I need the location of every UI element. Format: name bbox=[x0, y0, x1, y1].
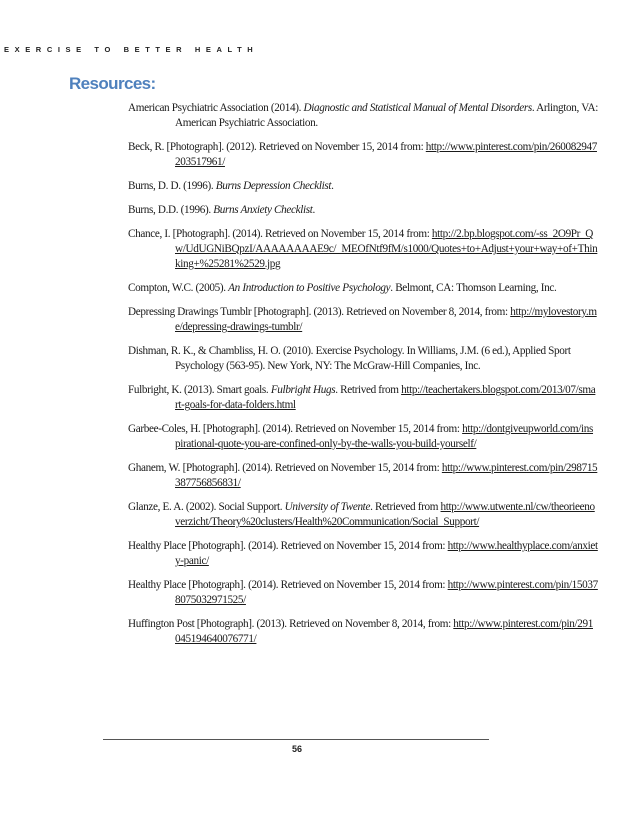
reference-entry bbox=[128, 617, 598, 647]
reference-title: Fulbright Hugs bbox=[270, 384, 336, 396]
reference-post: . Retrived from bbox=[335, 384, 402, 396]
reference-link[interactable]: http://dontgiveupworld.com/inspirational-quote-you-are-confined-only-by-the-walls-you-build-yourself/ bbox=[175, 423, 594, 450]
reference-entry bbox=[128, 539, 598, 569]
reference-entry bbox=[128, 179, 598, 194]
reference-entry bbox=[128, 461, 598, 491]
reference-list bbox=[128, 101, 598, 656]
reference-pre: American Psychiatric Association (2014). bbox=[128, 102, 304, 114]
reference-pre: Depressing Drawings Tumblr [Photograph]. (2013). Retrieved on November 8, 2014, from: bbox=[128, 306, 511, 318]
section-title: Resources: bbox=[69, 74, 156, 93]
reference-post: . bbox=[312, 204, 315, 216]
reference-entry bbox=[128, 500, 598, 530]
reference-link[interactable]: http://teachertakers.blogspot.com/2013/07/smart-goals-for-data-folders.html bbox=[175, 384, 596, 411]
reference-entry bbox=[128, 281, 598, 296]
reference-entry bbox=[128, 140, 598, 170]
reference-title: An Introduction to Positive Psychology bbox=[228, 282, 391, 294]
reference-entry bbox=[128, 383, 598, 413]
reference-entry bbox=[128, 203, 598, 218]
reference-post: . bbox=[331, 180, 334, 192]
reference-post: . Retrieved from bbox=[370, 501, 441, 513]
reference-title: Burns Depression Checklist bbox=[215, 180, 332, 192]
reference-pre: Dishman, R. K., & Chambliss, H. O. (2010). Exercise Psychology. In Williams, J.M. (6 ed.), Applied Sport Psychology (563-95). New York, NY: The McGraw-Hill Companies, Inc. bbox=[128, 345, 571, 372]
reference-entry bbox=[128, 101, 598, 131]
reference-link[interactable]: http://www.utwente.nl/cw/theorieenoverzicht/Theory%20clusters/Health%20Communication/Social_Support/ bbox=[175, 501, 595, 528]
reference-entry bbox=[128, 305, 598, 335]
reference-pre: Compton, W.C. (2005). bbox=[128, 282, 229, 294]
reference-post: . Arlington, VA: American Psychiatric Association. bbox=[175, 102, 598, 129]
reference-pre: Healthy Place [Photograph]. (2014). Retrieved on November 15, 2014 from: bbox=[128, 579, 448, 591]
reference-link[interactable]: http://www.pinterest.com/pin/291045194640076771/ bbox=[175, 618, 593, 645]
reference-pre: Huffington Post [Photograph]. (2013). Retrieved on November 8, 2014, from: bbox=[128, 618, 454, 630]
reference-link[interactable]: http://2.bp.blogspot.com/-ss_2O9Pr_Qw/UdUGNiBQpzI/AAAAAAAAE9c/_MEOfNtf9fM/s1000/Quotes+to+Adjust+your+way+of+Thinking+%25281%2529.jpg bbox=[175, 228, 598, 270]
reference-pre: Chance, I. [Photograph]. (2014). Retrieved on November 15, 2014 from: bbox=[128, 228, 432, 240]
page-number: 56 bbox=[291, 744, 302, 754]
reference-post: . Belmont, CA: Thomson Learning, Inc. bbox=[390, 282, 557, 294]
reference-entry bbox=[128, 227, 598, 272]
reference-title: Diagnostic and Statistical Manual of Mental Disorders bbox=[303, 102, 532, 114]
reference-link[interactable]: http://www.healthyplace.com/anxiety-panic/ bbox=[175, 540, 598, 567]
reference-pre: Burns, D. D. (1996). bbox=[128, 180, 216, 192]
reference-entry bbox=[128, 344, 598, 374]
reference-link[interactable]: http://mylovestory.me/depressing-drawings-tumblr/ bbox=[175, 306, 597, 333]
footer-divider bbox=[103, 739, 489, 740]
reference-link[interactable]: http://www.pinterest.com/pin/150378075032971525/ bbox=[175, 579, 598, 606]
reference-link[interactable]: http://www.pinterest.com/pin/260082947203517961/ bbox=[175, 141, 597, 168]
reference-pre: Beck, R. [Photograph]. (2012). Retrieved on November 15, 2014 from: bbox=[128, 141, 426, 153]
reference-pre: Ghanem, W. [Photograph]. (2014). Retrieved on November 15, 2014 from: bbox=[128, 462, 442, 474]
reference-pre: Burns, D.D. (1996). bbox=[128, 204, 214, 216]
reference-title: University of Twente bbox=[284, 501, 371, 513]
reference-pre: Fulbright, K. (2013). Smart goals. bbox=[128, 384, 271, 396]
reference-title: Burns Anxiety Checklist bbox=[213, 204, 313, 216]
reference-pre: Garbee-Coles, H. [Photograph]. (2014). Retrieved on November 15, 2014 from: bbox=[128, 423, 463, 435]
running-header: EXERCISE TO BETTER HEALTH bbox=[4, 45, 259, 54]
reference-entry bbox=[128, 578, 598, 608]
reference-entry bbox=[128, 422, 598, 452]
reference-pre: Healthy Place [Photograph]. (2014). Retrieved on November 15, 2014 from: bbox=[128, 540, 448, 552]
reference-link[interactable]: http://www.pinterest.com/pin/298715387756856831/ bbox=[175, 462, 598, 489]
reference-pre: Glanze, E. A. (2002). Social Support. bbox=[128, 501, 285, 513]
